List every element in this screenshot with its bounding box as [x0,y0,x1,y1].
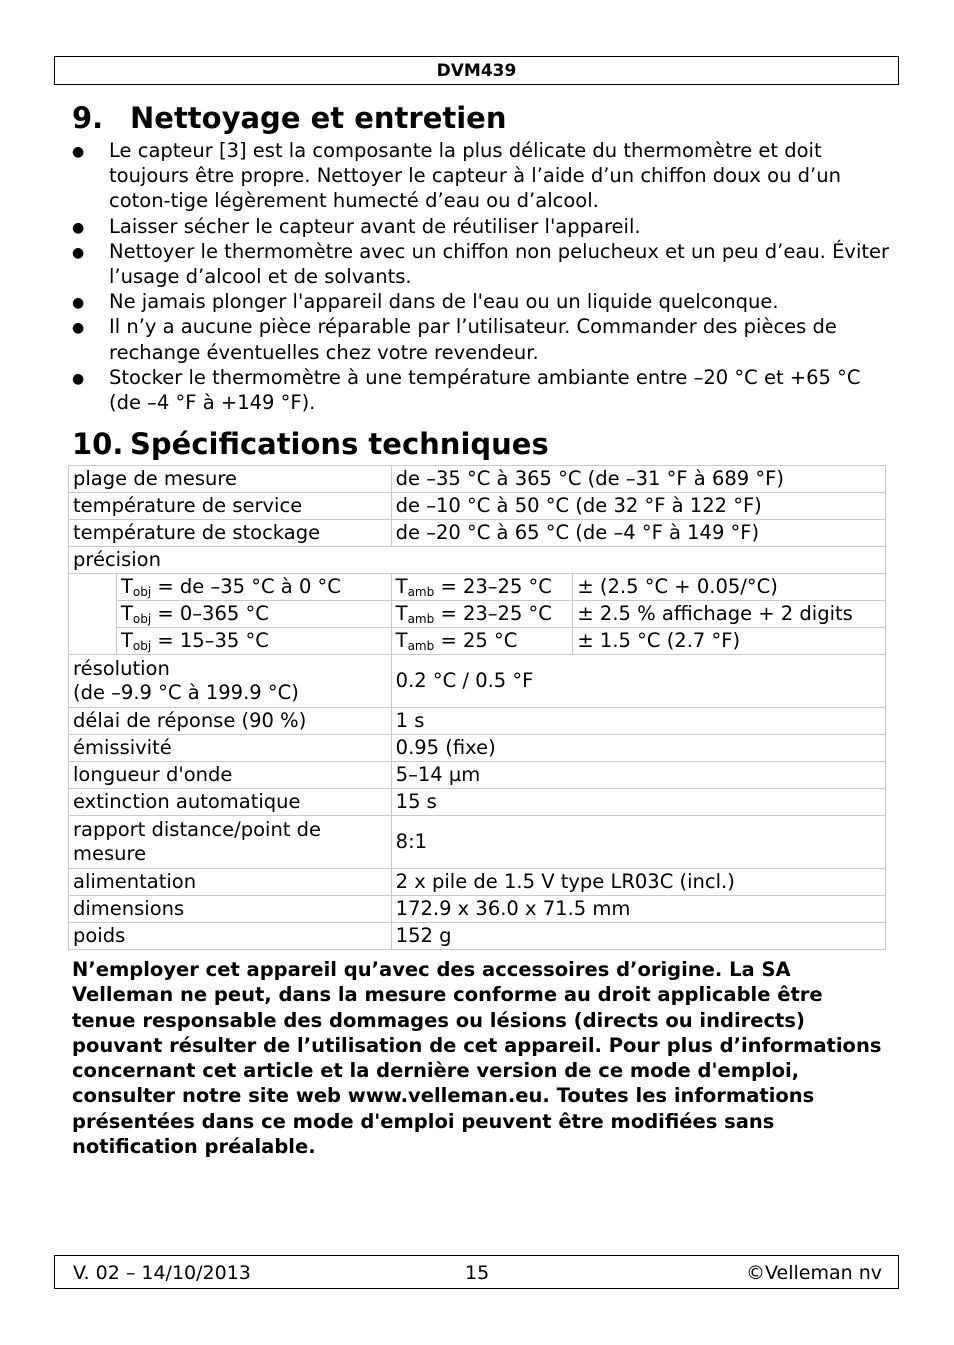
page-number: 15 [465,1262,490,1284]
spec-label: température de service [69,493,392,520]
list-item-text: Laisser sécher le capteur avant de réutiliser l'appareil. [109,214,641,238]
table-row [69,923,886,950]
spec-label: émissivité [69,735,392,762]
accuracy-value: ± (2.5 °C + 0.05/°C) [573,574,886,601]
list-item [72,138,892,214]
spec-value: de –10 °C à 50 °C (de 32 °F à 122 °F) [391,493,885,520]
spec-value: de –35 °C à 365 °C (de –31 °F à 689 °F) [391,466,885,493]
table-row [69,816,886,869]
list-item [72,214,892,239]
legal-notice: N’employer cet appareil qu’avec des accessoires d’origine. La SA Velleman ne peut, dans la mesure conforme au droit applicable être tenue responsable des dommages ou lésions (directs ou indirects) pouvant résulter de l’utilisation de cet appareil. Pour plus d’informations concernant cet article et la dernière version de ce mode d'emploi, consulter notre site web www.velleman.eu. Toutes les informations présentées dans ce mode d'emploi peuvent être modifiées sans notification préalable. [72,958,882,1159]
section-number: 9. [72,101,104,135]
cleaning-bullet-list [72,138,892,415]
list-item-text: Nettoyer le thermomètre avec un chiffon non pelucheux et un peu d’eau. Éviter l’usage d’alcool et de solvants. [109,239,890,289]
spec-label: plage de mesure [69,466,392,493]
bullet-icon: ● [72,244,85,261]
table-row [69,735,886,762]
bullet-icon: ● [72,144,85,160]
list-item [72,239,892,289]
list-item-text: Il n’y a aucune pièce réparable par l’utilisateur. Commander des pièces de rechange éventuelles chez votre revendeur. [109,315,837,364]
precision-row [69,574,886,601]
bullet-icon: ● [72,295,85,312]
spec-value: 0.2 °C / 0.5 °F [391,655,885,708]
page-header [54,56,899,85]
bullet-icon: ● [72,219,85,236]
bullet-icon: ● [72,320,85,337]
copyright: ©Velleman nv [746,1262,882,1284]
section-title: Nettoyage et entretien [130,101,507,135]
page-footer [54,1255,899,1289]
table-row [69,547,886,574]
section-number: 10. [72,427,124,461]
list-item [72,365,892,415]
section-title: Spécifications techniques [130,427,549,461]
spec-label: longueur d'onde [69,762,392,789]
list-item [72,314,892,364]
table-row [69,896,886,923]
spec-value: 1 s [391,708,885,735]
spec-value: 5–14 µm [391,762,885,789]
spec-label: température de stockage [69,520,392,547]
table-row [69,789,886,816]
precision-row [69,628,886,655]
precision-label: précision [69,547,886,574]
spec-value: 2 x pile de 1.5 V type LR03C (incl.) [391,869,885,896]
list-item-text: Le capteur [3] est la composante la plus délicate du thermomètre et doit toujours être propre. Nettoyer le capteur à l’aide d’un chiffon doux ou d’un coton-tige légèrement humecté d’eau ou d’alcool. [109,139,841,213]
ambient-temperature: $T_{amb} = 23-25$ °C [391,574,573,601]
table-row [69,466,886,493]
precision-row [69,601,886,628]
spec-label: résolution (de –9.9 °C à 199.9 °C) [69,655,392,708]
spec-value: de –20 °C à 65 °C (de –4 °F à 149 °F) [391,520,885,547]
ambient-temperature: $T_{amb} = 23-25$ °C [391,601,573,628]
spec-value: 15 s [391,789,885,816]
spec-value: 172.9 x 36.0 x 71.5 mm [391,896,885,923]
spec-label: dimensions [69,896,392,923]
table-row [69,762,886,789]
list-item-text: Stocker le thermomètre à une température ambiante entre –20 °C et +65 °C (de –4 °F à +149 °F). [109,365,861,415]
spec-value: 152 g [391,923,885,950]
spec-value: 0.95 (fixe) [391,735,885,762]
spec-label: poids [69,923,392,950]
section-heading-cleaning [72,101,506,135]
spec-label: extinction automatique [69,789,392,816]
object-temperature-range: $T_{obj} = 15-35$ °C [116,628,391,655]
table-row [69,493,886,520]
accuracy-value: ± 1.5 °C (2.7 °F) [573,628,886,655]
bullet-icon: ● [72,370,85,387]
spec-label: alimentation [69,869,392,896]
ambient-temperature: $T_{amb} = 25$ °C [391,628,573,655]
table-row [69,655,886,708]
spec-label: rapport distance/point de mesure [69,816,392,869]
section-heading-specifications [72,427,549,461]
specifications-table [68,465,886,950]
accuracy-value: ± 2.5 % affichage + 2 digits [573,601,886,628]
object-temperature-range: $T_{obj} = 0-365$ °C [116,601,391,628]
table-row [69,520,886,547]
list-item [72,289,892,314]
indent-cell [69,574,117,655]
table-row [69,708,886,735]
object-temperature-range: $T_{obj}$ = de –35 °C à 0 °C [116,574,391,601]
spec-label: délai de réponse (90 %) [69,708,392,735]
list-item-text: Ne jamais plonger l'appareil dans de l'eau ou un liquide quelconque. [109,290,779,314]
model-name: DVM439 [436,61,517,81]
version-date: V. 02 – 14/10/2013 [73,1262,251,1284]
table-row [69,869,886,896]
spec-value: 8:1 [391,816,885,869]
